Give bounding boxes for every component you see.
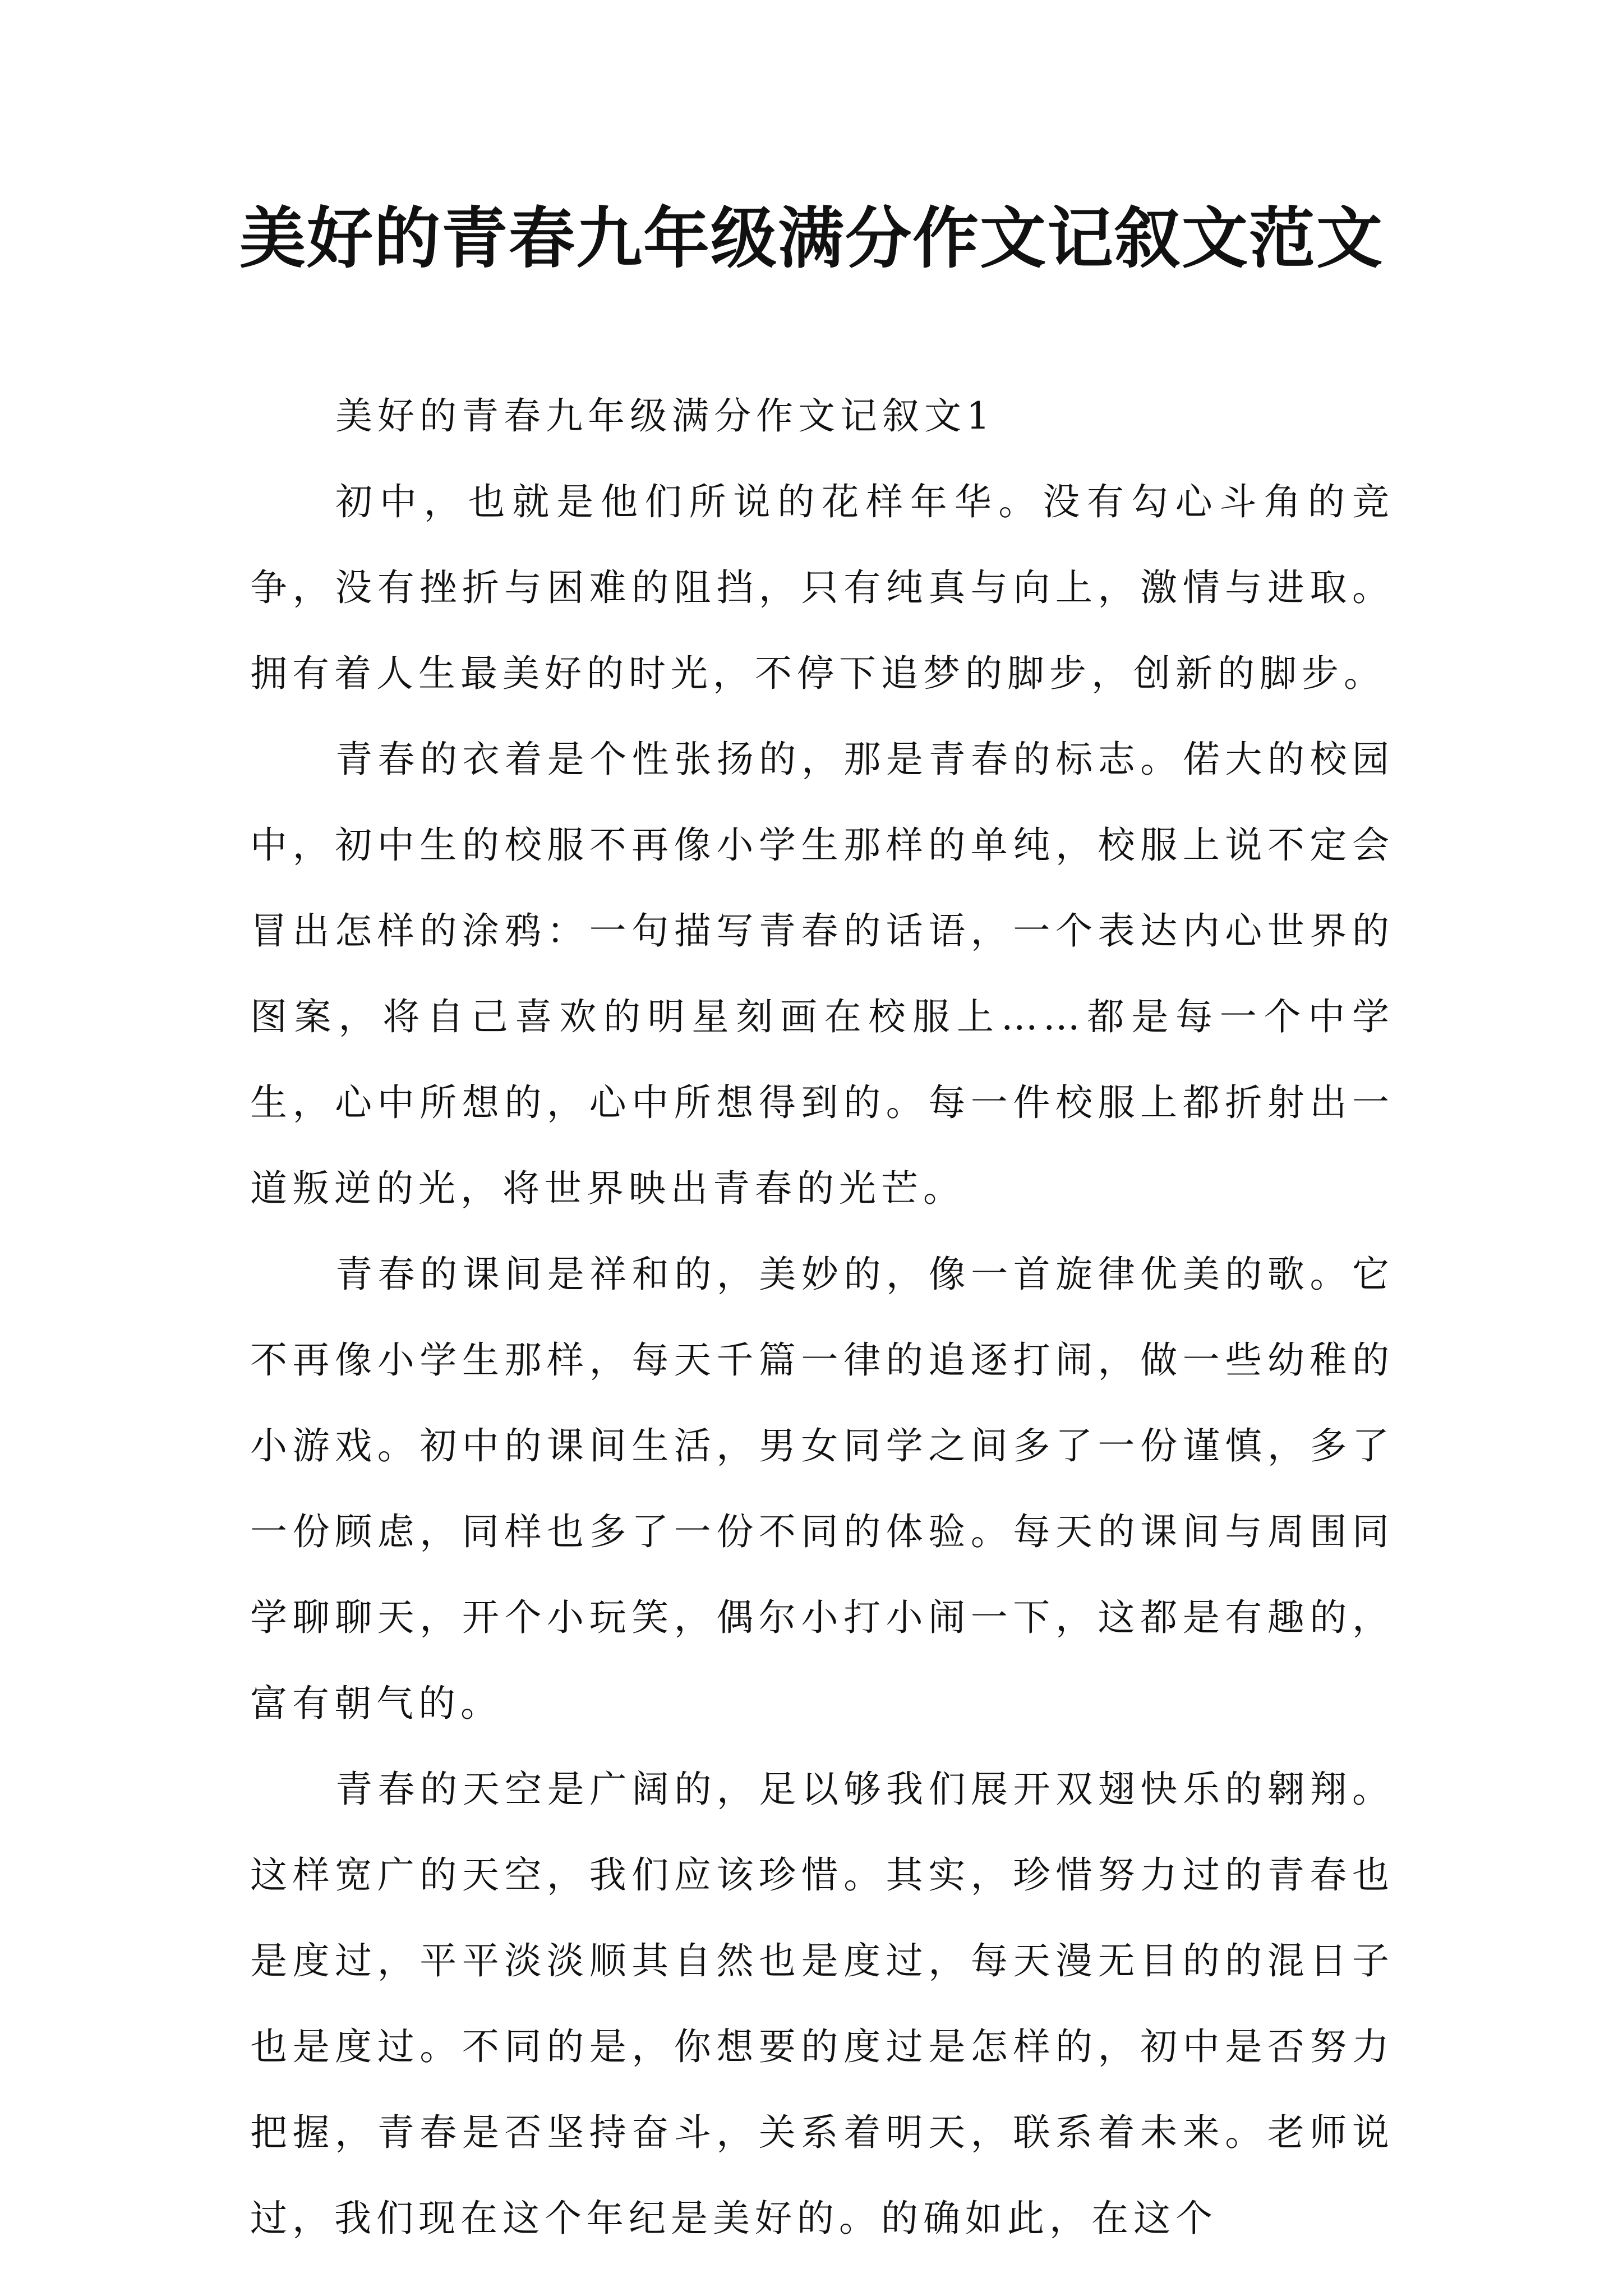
- essay-subtitle: 美好的青春九年级满分作文记叙文1: [335, 394, 995, 438]
- document-body: [250, 373, 1394, 2261]
- paragraph-2: 青春的衣着是个性张扬的，那是青春的标志。偌大的校园中，初中生的校服不再像小学生那样的单纯，校服上说不定会冒出怎样的涂鸦：一句描写青春的话语，一个表达内心世界的图案，将自己喜欢的明星刻画在校服上……都是每一个中学生，心中所想的，心中所想得到的。每一件校服上都折射出一道叛逆的光，将世界映出青春的光芒。: [250, 738, 1394, 1210]
- document-title: 美好的青春九年级满分作文记叙文范文: [239, 200, 1384, 277]
- paragraph-1: 初中，也就是他们所说的花样年华。没有勾心斗角的竞争，没有挫折与困难的阻挡，只有纯真与向上，激情与进取。拥有着人生最美好的时光，不停下追梦的脚步，创新的脚步。: [250, 480, 1394, 695]
- paragraph-3: 青春的课间是祥和的，美妙的，像一首旋律优美的歌。它不再像小学生那样，每天千篇一律的追逐打闹，做一些幼稚的小游戏。初中的课间生活，男女同学之间多了一份谨慎，多了一份顾虑，同样也多了一份不同的体验。每天的课间与周围同学聊聊天，开个小玩笑，偶尔小打小闹一下，这都是有趣的，富有朝气的。: [250, 1253, 1394, 1725]
- paragraph-4: 青春的天空是广阔的，足以够我们展开双翅快乐的翱翔。这样宽广的天空，我们应该珍惜。其实，珍惜努力过的青春也是度过，平平淡淡顺其自然也是度过，每天漫无目的的混日子也是度过。不同的是，你想要的度过是怎样的，初中是否努力把握，青春是否坚持奋斗，关系着明天，联系着未来。老师说过，我们现在这个年纪是美好的。的确如此，在这个: [250, 1768, 1394, 2240]
